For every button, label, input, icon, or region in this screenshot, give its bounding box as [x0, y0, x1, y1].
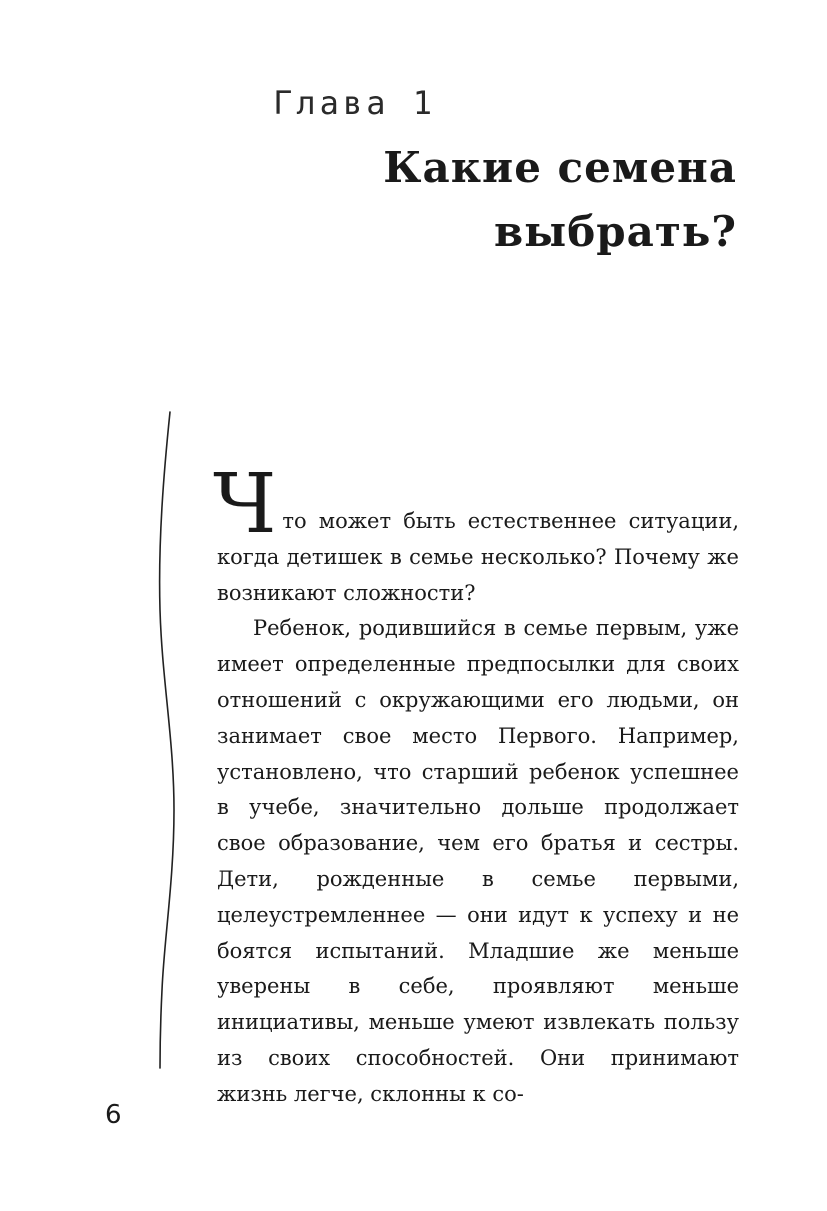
paragraph-1-text: то может быть естественнее ситуации, когда детишек в семье несколько? Почему же возникают сложности? — [217, 509, 739, 605]
decorative-side-line — [150, 410, 190, 1070]
paragraph-2: Ребенок, родившийся в семье первым, уже имеет определенные предпосылки для своих отношений с окружающими его людьми, он занимает свое место Первого. Например, установлено, что старший ребенок успешнее в учебе, значительно дольше продолжает свое образование, чем его братья и сестры. Дети, рожденные в семье первыми, целеустремленнее — они идут к успеху и не боятся испытаний. Младшие же меньше уверены в себе, проявляют меньше инициативы, меньше умеют извлекать пользу из своих способностей. Они принимают жизнь легче, склонны к со- — [217, 616, 739, 1106]
chapter-title: Какие семена выбрать? — [383, 143, 737, 256]
drop-cap-spacer — [217, 470, 739, 504]
chapter-label: Глава 1 — [273, 84, 436, 122]
page-number: 6 — [105, 1100, 122, 1130]
paragraph-1 — [213, 457, 739, 611]
drop-cap: Ч — [213, 457, 277, 552]
chapter-body — [213, 457, 739, 1113]
